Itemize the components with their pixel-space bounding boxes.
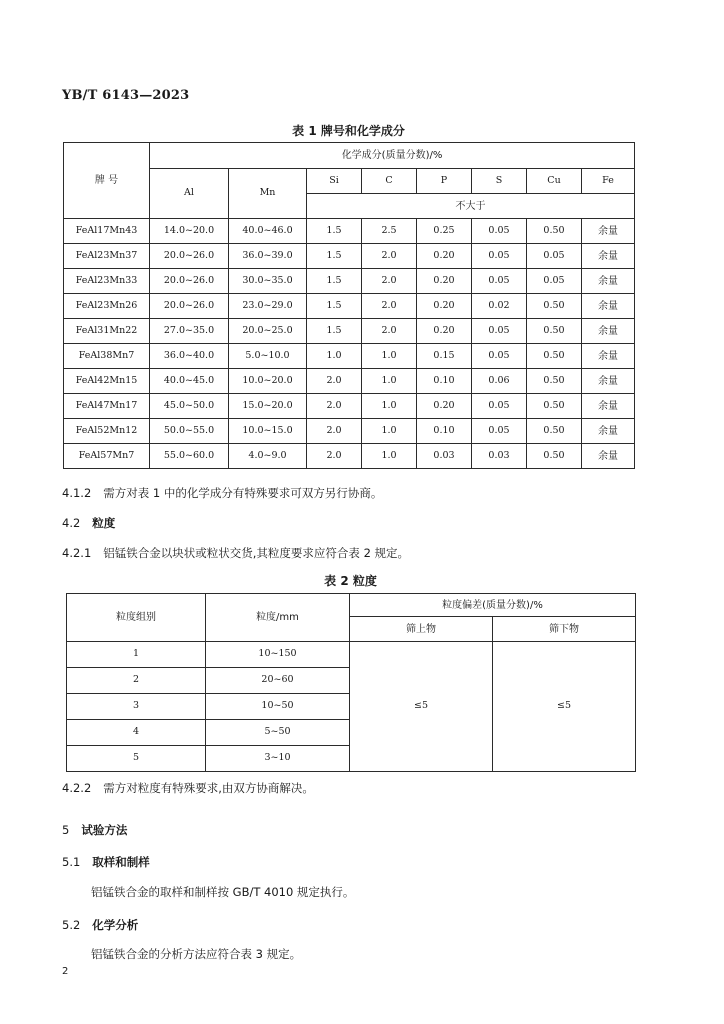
table2-caption: 表 2 粒度 [324,574,377,588]
si-cell: 1.5 [307,269,362,294]
si-cell: 2.0 [307,444,362,469]
c-cell: 2.0 [362,294,417,319]
clause-text: 需方对粒度有特殊要求,由双方协商解决。 [103,781,314,795]
size-range-cell: 5~50 [206,720,350,746]
section-5-2-heading [62,917,138,933]
fe-cell: 余量 [582,369,635,394]
undersize-value: ≤5 [493,642,636,772]
section-title: 取样和制样 [92,855,150,869]
particle-size-table [66,593,636,772]
chemical-composition-table [63,142,635,469]
composition-row [64,419,635,444]
clause-text: 铝锰铁合金以块状或粒状交货,其粒度要求应符合表 2 规定。 [103,546,410,560]
composition-row [64,319,635,344]
mn-cell: 4.0~9.0 [229,444,307,469]
c-cell: 2.0 [362,269,417,294]
cu-cell: 0.05 [527,244,582,269]
si-cell: 2.0 [307,394,362,419]
al-cell: 50.0~55.0 [150,419,229,444]
p-cell: 0.20 [417,244,472,269]
cu-cell: 0.50 [527,444,582,469]
al-cell: 20.0~26.0 [150,269,229,294]
s-cell: 0.05 [472,394,527,419]
section-title: 粒度 [92,516,116,530]
element-header-mn: Mn [229,169,307,219]
al-cell: 36.0~40.0 [150,344,229,369]
grade-cell: FeAl23Mn26 [64,294,150,319]
c-cell: 1.0 [362,369,417,394]
composition-row [64,244,635,269]
fe-cell: 余量 [582,244,635,269]
al-cell: 20.0~26.0 [150,294,229,319]
fe-cell: 余量 [582,394,635,419]
clause-text: 需方对表 1 中的化学成分有特殊要求可双方另行协商。 [103,486,383,500]
size-group-cell: 1 [67,642,206,668]
si-cell: 2.0 [307,369,362,394]
composition-row [64,394,635,419]
s-cell: 0.05 [472,344,527,369]
page-number: 2 [62,966,69,977]
s-cell: 0.05 [472,244,527,269]
al-cell: 40.0~45.0 [150,369,229,394]
p-cell: 0.20 [417,319,472,344]
mn-cell: 36.0~39.0 [229,244,307,269]
fe-cell: 余量 [582,344,635,369]
composition-row [64,344,635,369]
size-group-cell: 4 [67,720,206,746]
c-cell: 1.0 [362,419,417,444]
c-cell: 1.0 [362,344,417,369]
section-title: 试验方法 [81,823,128,837]
mn-cell: 40.0~46.0 [229,219,307,244]
p-cell: 0.03 [417,444,472,469]
cu-cell: 0.50 [527,369,582,394]
cu-cell: 0.50 [527,419,582,444]
grade-cell: FeAl42Mn15 [64,369,150,394]
mn-cell: 30.0~35.0 [229,269,307,294]
c-cell: 2.0 [362,319,417,344]
size-range-cell: 10~150 [206,642,350,668]
size-range-cell: 3~10 [206,746,350,772]
size-group-cell: 5 [67,746,206,772]
element-header-cu: Cu [527,169,582,194]
element-header-fe: Fe [582,169,635,194]
composition-group-header: 化学成分(质量分数)/% [150,143,635,169]
mn-cell: 5.0~10.0 [229,344,307,369]
section-4-2-heading [62,515,115,531]
oversize-header: 筛上物 [350,617,493,642]
fe-cell: 余量 [582,269,635,294]
cu-cell: 0.50 [527,219,582,244]
size-group-cell: 2 [67,668,206,694]
fe-cell: 余量 [582,444,635,469]
al-cell: 27.0~35.0 [150,319,229,344]
p-cell: 0.20 [417,269,472,294]
element-header-p: P [417,169,472,194]
grade-cell: FeAl23Mn33 [64,269,150,294]
p-cell: 0.15 [417,344,472,369]
composition-row [64,369,635,394]
c-cell: 1.0 [362,444,417,469]
section-title: 化学分析 [92,918,139,932]
p-cell: 0.25 [417,219,472,244]
s-cell: 0.05 [472,319,527,344]
si-cell: 1.5 [307,244,362,269]
grade-cell: FeAl57Mn7 [64,444,150,469]
al-cell: 55.0~60.0 [150,444,229,469]
clause-number: 4.2.2 [62,781,92,795]
oversize-value: ≤5 [350,642,493,772]
grade-cell: FeAl31Mn22 [64,319,150,344]
clause-4-2-2 [62,780,314,796]
mn-cell: 23.0~29.0 [229,294,307,319]
size-group-cell: 3 [67,694,206,720]
si-cell: 1.5 [307,319,362,344]
s-cell: 0.03 [472,444,527,469]
s-cell: 0.02 [472,294,527,319]
s-cell: 0.05 [472,269,527,294]
size-range-cell: 10~50 [206,694,350,720]
grade-cell: FeAl38Mn7 [64,344,150,369]
clause-number: 4.1.2 [62,486,92,500]
grade-cell: FeAl23Mn37 [64,244,150,269]
c-cell: 2.0 [362,244,417,269]
undersize-header: 筛下物 [493,617,636,642]
size-range-cell: 20~60 [206,668,350,694]
clause-4-2-1 [62,545,409,561]
section-number: 5 [62,823,70,837]
al-cell: 45.0~50.0 [150,394,229,419]
mn-cell: 10.0~15.0 [229,419,307,444]
grade-cell: FeAl47Mn17 [64,394,150,419]
fe-cell: 余量 [582,319,635,344]
fe-cell: 余量 [582,419,635,444]
grade-header: 牌 号 [64,143,150,219]
cu-cell: 0.50 [527,319,582,344]
composition-row [64,269,635,294]
section-number: 5.1 [62,855,81,869]
s-cell: 0.06 [472,369,527,394]
s-cell: 0.05 [472,219,527,244]
p-cell: 0.20 [417,294,472,319]
mn-cell: 20.0~25.0 [229,319,307,344]
cu-cell: 0.50 [527,344,582,369]
cu-cell: 0.50 [527,294,582,319]
element-header-s: S [472,169,527,194]
section-5-1-heading [62,854,150,870]
c-cell: 1.0 [362,394,417,419]
composition-row [64,294,635,319]
composition-row [64,444,635,469]
size-group-header: 粒度组别 [67,594,206,642]
composition-row [64,219,635,244]
grade-cell: FeAl52Mn12 [64,419,150,444]
size-header: 粒度/mm [206,594,350,642]
section-5-heading [62,822,127,838]
table1-caption: 表 1 牌号和化学成分 [292,124,405,138]
mn-cell: 15.0~20.0 [229,394,307,419]
tolerance-header: 粒度偏差(质量分数)/% [350,594,636,617]
cu-cell: 0.50 [527,394,582,419]
al-cell: 20.0~26.0 [150,244,229,269]
p-cell: 0.20 [417,394,472,419]
c-cell: 2.5 [362,219,417,244]
element-header-si: Si [307,169,362,194]
al-cell: 14.0~20.0 [150,219,229,244]
section-number: 4.2 [62,516,81,530]
element-header-al: Al [150,169,229,219]
si-cell: 2.0 [307,419,362,444]
section-number: 5.2 [62,918,81,932]
cu-cell: 0.05 [527,269,582,294]
clause-5-1-text: 铝锰铁合金的取样和制样按 GB/T 4010 规定执行。 [91,885,355,899]
document-code: YB/T 6143—2023 [62,88,190,103]
grade-cell: FeAl17Mn43 [64,219,150,244]
clause-5-2-text: 铝锰铁合金的分析方法应符合表 3 规定。 [91,947,302,961]
si-cell: 1.5 [307,219,362,244]
fe-cell: 余量 [582,294,635,319]
s-cell: 0.05 [472,419,527,444]
element-header-c: C [362,169,417,194]
fe-cell: 余量 [582,219,635,244]
mn-cell: 10.0~20.0 [229,369,307,394]
p-cell: 0.10 [417,419,472,444]
p-cell: 0.10 [417,369,472,394]
clause-number: 4.2.1 [62,546,92,560]
clause-4-1-2 [62,485,382,501]
si-cell: 1.0 [307,344,362,369]
si-cell: 1.5 [307,294,362,319]
not-more-than-label: 不大于 [307,194,635,219]
